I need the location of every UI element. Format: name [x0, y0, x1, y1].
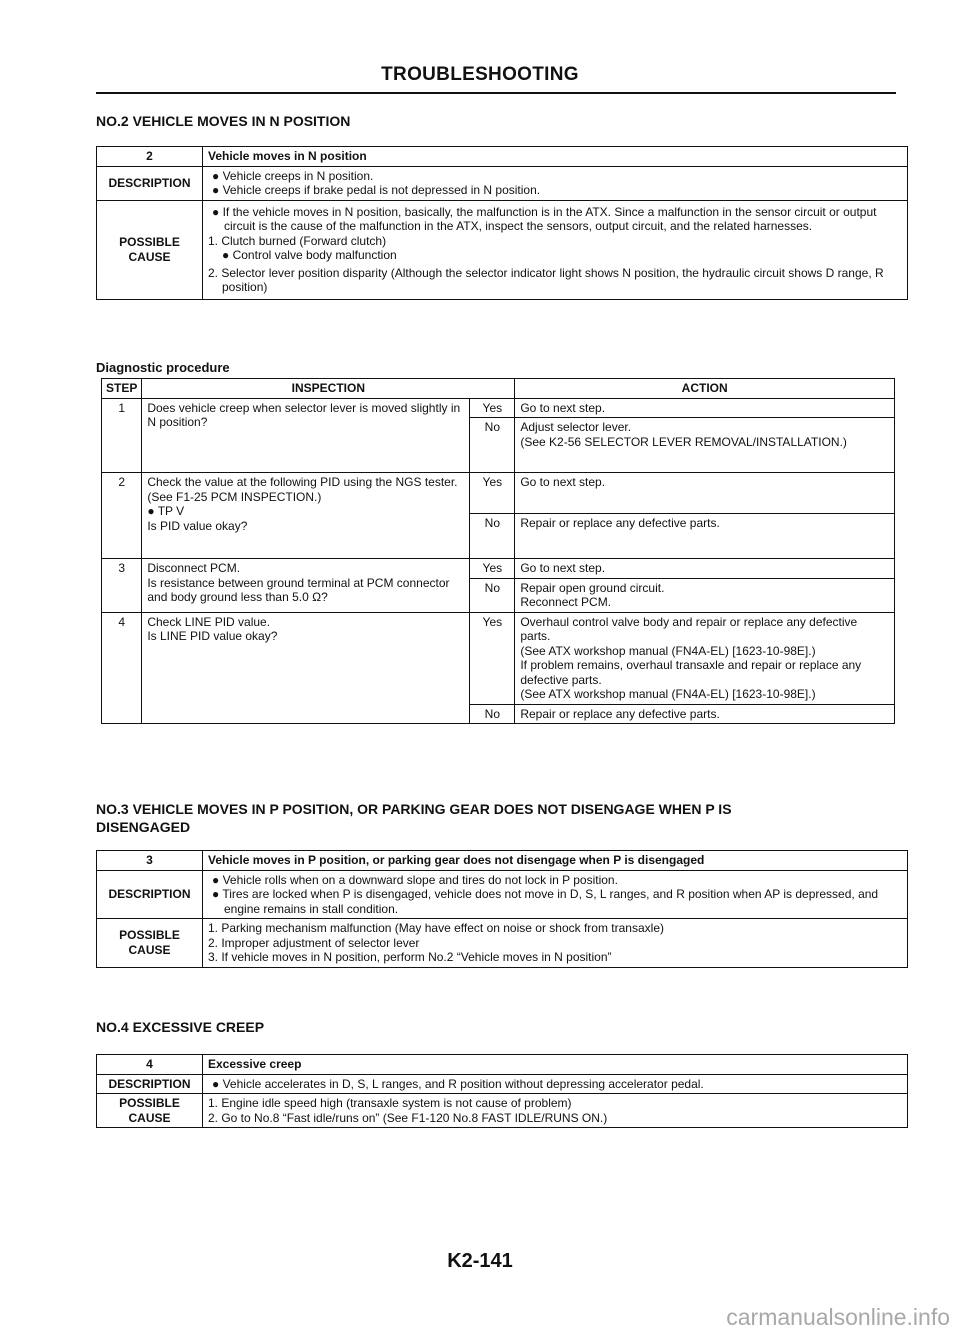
- no2-title: Vehicle moves in N position: [203, 147, 908, 167]
- no3-description-item: ● Vehicle rolls when on a downward slope and tires do not lock in P position.: [212, 872, 618, 887]
- no2-heading: NO.2 VEHICLE MOVES IN N POSITION: [96, 113, 351, 129]
- no2-description: [203, 166, 908, 200]
- no-action: Repair or replace any defective parts.: [515, 704, 895, 724]
- yes-action: Go to next step.: [515, 559, 895, 579]
- step-inspection: Does vehicle creep when selector lever is moved slightly in N position?: [142, 398, 470, 473]
- step-number: 1: [102, 398, 142, 473]
- no-action: Repair open ground circuit. Reconnect PCM.: [515, 578, 895, 612]
- yes-action: Go to next step.: [515, 398, 895, 418]
- no3-cause-label: POSSIBLE CAUSE: [97, 919, 203, 968]
- no4-info-table: [96, 1054, 908, 1128]
- no4-causes: 1. Engine idle speed high (transaxle system is not cause of problem) 2. Go to No.8 “Fast idle/runs on” (See F1-120 No.8 FAST IDLE/RUNS ON.): [203, 1094, 908, 1128]
- no3-causes: 1. Parking mechanism malfunction (May have effect on noise or shock from transaxle) 2. Improper adjustment of selector lever 3. If vehicle moves in N position, perform No.2 “Vehicle moves in N position”: [203, 919, 908, 968]
- no2-description-label: DESCRIPTION: [97, 166, 203, 200]
- yes-action: Go to next step.: [515, 473, 895, 514]
- diagnostic-procedure-label: Diagnostic procedure: [96, 360, 230, 375]
- no2-info-table: [96, 146, 908, 300]
- step-number: 2: [102, 473, 142, 559]
- no3-info-table: [96, 850, 908, 968]
- no2-description-item: ● Vehicle creeps in N position.: [212, 168, 374, 183]
- no2-cause-label: POSSIBLE CAUSE: [97, 200, 203, 299]
- yes-label: Yes: [470, 398, 515, 418]
- no4-description: [203, 1074, 908, 1094]
- no2-cause-1: 1. Clutch burned (Forward clutch): [208, 233, 387, 248]
- no3-number: 3: [97, 851, 203, 871]
- step-header: STEP: [102, 379, 142, 399]
- step-inspection: Check the value at the following PID using the NGS tester. (See F1-25 PCM INSPECTION.) ● TP V Is PID value okay?: [142, 473, 470, 559]
- no3-title: Vehicle moves in P position, or parking gear does not disengage when P is disengaged: [203, 851, 908, 871]
- action-header: ACTION: [515, 379, 895, 399]
- no3-description-item: ● Tires are locked when P is disengaged, vehicle does not move in D, S, L ranges, and R position when AP is depressed, and engine remains in stall condition.: [212, 887, 879, 916]
- step-number: 3: [102, 559, 142, 613]
- no3-description: [203, 870, 908, 919]
- page-title: TROUBLESHOOTING: [381, 64, 579, 85]
- no4-number: 4: [97, 1055, 203, 1075]
- page-number: K2-141: [447, 1250, 513, 1272]
- no4-description-label: DESCRIPTION: [97, 1074, 203, 1094]
- no4-cause-label: POSSIBLE CAUSE: [97, 1094, 203, 1128]
- title-rule: [96, 92, 896, 94]
- yes-label: Yes: [470, 612, 515, 704]
- no-action: Repair or replace any defective parts.: [515, 514, 895, 559]
- no-label: No: [470, 704, 515, 724]
- inspection-header: INSPECTION: [142, 379, 515, 399]
- no2-cause-1-sub: ● Control valve body malfunction: [222, 248, 397, 262]
- no3-description-label: DESCRIPTION: [97, 870, 203, 919]
- yes-label: Yes: [470, 559, 515, 579]
- no2-cause-intro: ● If the vehicle moves in N position, basically, the malfunction is in the ATX. Since a malfunction in the sensor circuit or output circuit is the cause of the malfunction in the ATX, inspect the sensors, output circuit, and the related harnesses.: [212, 204, 877, 233]
- diagnostic-table: [101, 378, 895, 724]
- no-label: No: [470, 578, 515, 612]
- no2-number: 2: [97, 147, 203, 167]
- no-action: Adjust selector lever. (See K2-56 SELECTOR LEVER REMOVAL/INSTALLATION.): [515, 418, 895, 473]
- no3-heading: NO.3 VEHICLE MOVES IN P POSITION, OR PARKING GEAR DOES NOT DISENGAGE WHEN P IS DISENGAGED: [96, 801, 732, 835]
- yes-action: Overhaul control valve body and repair or replace any defective parts. (See ATX workshop manual (FN4A-EL) [1623-10-98E].) If problem remains, overhaul transaxle and repair or replace any defective parts. (See ATX workshop manual (FN4A-EL) [1623-10-98E].): [515, 612, 895, 704]
- step-number: 4: [102, 612, 142, 724]
- watermark: carmanualsonline.info: [726, 1304, 950, 1330]
- no2-causes: [203, 200, 908, 299]
- no-label: No: [470, 514, 515, 559]
- yes-label: Yes: [470, 473, 515, 514]
- no2-description-item: ● Vehicle creeps if brake pedal is not depressed in N position.: [212, 183, 541, 197]
- no4-title: Excessive creep: [203, 1055, 908, 1075]
- no2-cause-2: 2. Selector lever position disparity (Although the selector indicator light shows N position, the hydraulic circuit shows D range, R position): [208, 265, 884, 294]
- no-label: No: [470, 418, 515, 473]
- step-inspection: Check LINE PID value. Is LINE PID value okay?: [142, 612, 470, 724]
- no4-heading: NO.4 EXCESSIVE CREEP: [96, 1019, 265, 1035]
- step-inspection: Disconnect PCM. Is resistance between ground terminal at PCM connector and body ground less than 5.0 Ω?: [142, 559, 470, 613]
- no4-description-item: ● Vehicle accelerates in D, S, L ranges, and R position without depressing accelerator pedal.: [212, 1076, 704, 1091]
